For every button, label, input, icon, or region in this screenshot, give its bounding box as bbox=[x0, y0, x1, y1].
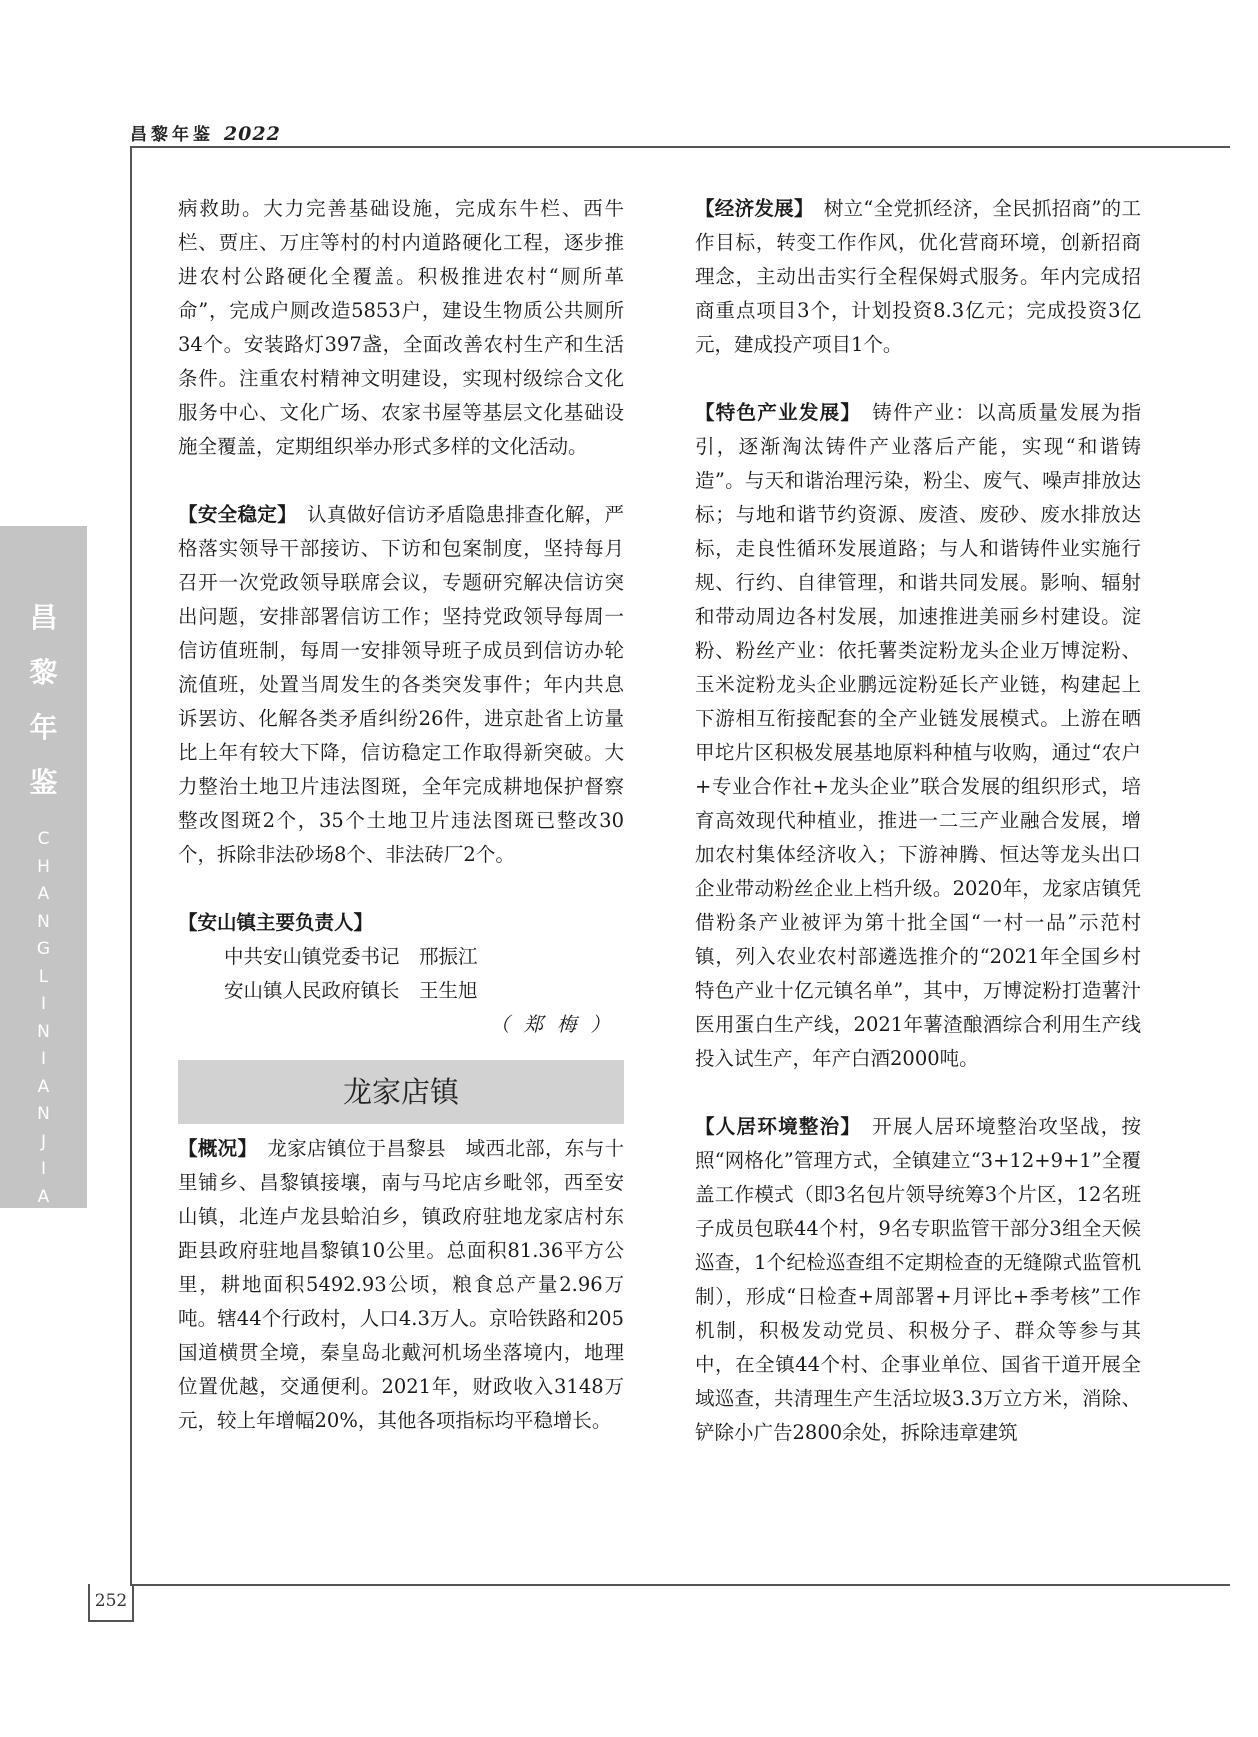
left-column bbox=[178, 192, 624, 1438]
paragraph-rural-infrastructure: 病救助。大力完善基础设施，完成东牛栏、西牛栏、贾庄、万庄等村的村内道路硬化工程，逐步推进农村公路硬化全覆盖。积极推进农村“厕所革命”，完成户厕改造5853户，建设生物质公共厕所34个。安装路灯397盏，全面改善农村生产和生活条件。注重农村精神文明建设，实现村级综合文化服务中心、文化广场、农家书屋等基层文化基础设施全覆盖，定期组织举办形式多样的文化活动。 bbox=[178, 197, 624, 458]
side-letter: I bbox=[40, 994, 46, 1014]
overview-text: 龙家店镇位于昌黎县 域西北部，东与十里铺乡、昌黎镇接壤，南与马坨店乡毗邻，西至安山镇，北连卢龙县蛤泊乡，镇政府驻地龙家店村东距县政府驻地昌黎镇10公里。总面积81.36平方公里，耕地面积5492.93公顷，粮食总产量2.96万吨。辖44个行政村，人口4.3万人。京哈铁路和205国道横贯全境，秦皇岛北戴河机场坐落境内，地理位置优越，交通便利。2021年，财政收入3148万元，较上年增幅20%，其他各项指标均平稳增长。 bbox=[178, 1137, 624, 1432]
side-letter: J bbox=[40, 1131, 46, 1152]
section-title-overview: 【概况】 bbox=[178, 1137, 248, 1160]
paragraph-overview bbox=[178, 1132, 624, 1438]
side-char: 鉴 bbox=[29, 766, 58, 799]
side-letter: L bbox=[38, 966, 49, 987]
side-letter: N bbox=[37, 911, 50, 932]
left-rule bbox=[130, 146, 132, 1584]
safety-text: 认真做好信访矛盾隐患排查化解，严格落实领导干部接访、下访和包案制度，坚持每月召开一次党政领导联席会议，专题研究解决信访突出问题，安排部署信访工作；坚持党政领导每周一信访值班制，每周一安排领导班子成员到信访办轮流值班，处置当周发生的各类突发事件；年内共息诉罢访、化解各类矛盾纠纷26件，进京赴省上访量比上年有较大下降，信访稳定工作取得新突破。大力整治土地卫片违法图斑，全年完成耕地保护督察整改图斑2个，35个土地卫片违法图斑已整改30个，拆除非法砂场8个、非法砖厂2个。 bbox=[178, 503, 624, 866]
section-title-economy: 【经济发展】 bbox=[695, 197, 805, 220]
right-column bbox=[695, 192, 1141, 1450]
side-letter: N bbox=[37, 1021, 50, 1042]
industry-text: 铸件产业：以高质量发展为指引，逐渐淘汰铸件产业落后产能，实现“和谐铸造”。与天和谐治理污染，粉尘、废气、噪声排放达标；与地和谐节约资源、废渣、废砂、废水排放达标，走良性循环发展道路；与人和谐铸件业实施行规、行约、自律管理，和谐共同发展。影响、辐射和带动周边各村发展，加速推进美丽乡村建设。淀粉、粉丝产业：依托薯类淀粉龙头企业万博淀粉、玉米淀粉龙头企业鹏远淀粉延长产业链，构建起上下游相互衔接配套的全产业链发展模式。上游在晒甲坨片区积极发展基地原料种植与收购，通过“农户+专业合作社+龙头企业”联合发展的组织形式，培育高效现代种植业，推进一二三产业融合发展，增加农村集体经济收入；下游神腾、恒达等龙头出口企业带动粉丝企业上档升级。2020年，龙家店镇凭借粉条产业被评为第十批全国“一村一品”示范村镇，列入农业农村部遴选推介的“2021年全国乡村特色产业十亿元镇名单”，其中，万博淀粉打造薯汁医用蛋白生产线，2021年薯渣酿酒综合利用生产线投入试生产，年产白酒2000吨。 bbox=[695, 401, 1141, 1070]
top-rule bbox=[130, 146, 1230, 148]
header-book-title: 昌黎年鉴 bbox=[130, 125, 214, 145]
page-number: 252 bbox=[88, 1584, 134, 1622]
side-letter: A bbox=[37, 884, 50, 904]
section-title-environment: 【人居环境整治】 bbox=[695, 1115, 852, 1138]
environment-text: 开展人居环境整治攻坚战，按照“网格化”管理方式，全镇建立“3+12+9+1”全覆盖工作模式（即3名包片领导统筹3个片区，12名班子成员包联44个村，9名专职监管干部分3组全天候巡查，1个纪检巡查组不定期检查的无缝隙式监管机制），形成“日检查+周部署+月评比+季考核”工作机制，积极发动党员、积极分子、群众等参与其中，在全镇44个村、企事业单位、国省干道开展全域巡查，共清理生产生活垃圾3.3万立方米，消除、铲除小广告2800余处，拆除违章建筑 bbox=[695, 1115, 1141, 1444]
side-char: 黎 bbox=[29, 656, 58, 689]
side-letter: C bbox=[37, 829, 50, 849]
side-letter: G bbox=[36, 939, 51, 959]
side-tab-chinese bbox=[0, 590, 87, 810]
leader-mayor: 安山镇人民政府镇长 王生旭 bbox=[224, 979, 478, 1002]
leaders-title: 【安山镇主要负责人】 bbox=[178, 911, 374, 934]
side-letter: N bbox=[37, 1104, 50, 1124]
side-tab-pinyin bbox=[0, 826, 87, 1239]
economy-text: 树立“全党抓经济，全民抓招商”的工作目标，转变工作作风，优化营商环境，创新招商理念，主动出击实行全程保姆式服务。年内完成招商重点项目3个，计划投资8.3亿元；完成投资3亿元，建成投产项目1个。 bbox=[695, 197, 1141, 356]
town-heading: 龙家店镇 bbox=[178, 1060, 624, 1124]
side-char: 昌 bbox=[29, 601, 58, 634]
paragraph-living-environment bbox=[695, 1110, 1141, 1450]
side-letter: A bbox=[37, 1076, 50, 1097]
paragraph-specialty-industry bbox=[695, 396, 1141, 1076]
paragraph-economic-development bbox=[695, 192, 1141, 362]
side-letter: H bbox=[37, 856, 50, 877]
side-tab bbox=[0, 526, 87, 1234]
side-char: 年 bbox=[29, 711, 58, 744]
side-letter: N bbox=[37, 1214, 50, 1234]
header-year: 2022 bbox=[223, 123, 281, 145]
bottom-rule bbox=[130, 1584, 1230, 1586]
leader-party-secretary: 中共安山镇党委书记 邢振江 bbox=[224, 945, 478, 968]
paragraph-safety-stability bbox=[178, 498, 624, 872]
author-credit: （郑梅） bbox=[489, 1013, 624, 1036]
side-letter: I bbox=[40, 1159, 46, 1179]
side-letter: A bbox=[37, 1186, 50, 1207]
section-title-safety: 【安全稳定】 bbox=[178, 503, 288, 526]
side-letter: I bbox=[40, 1049, 46, 1069]
section-title-industry: 【特色产业发展】 bbox=[695, 401, 852, 424]
